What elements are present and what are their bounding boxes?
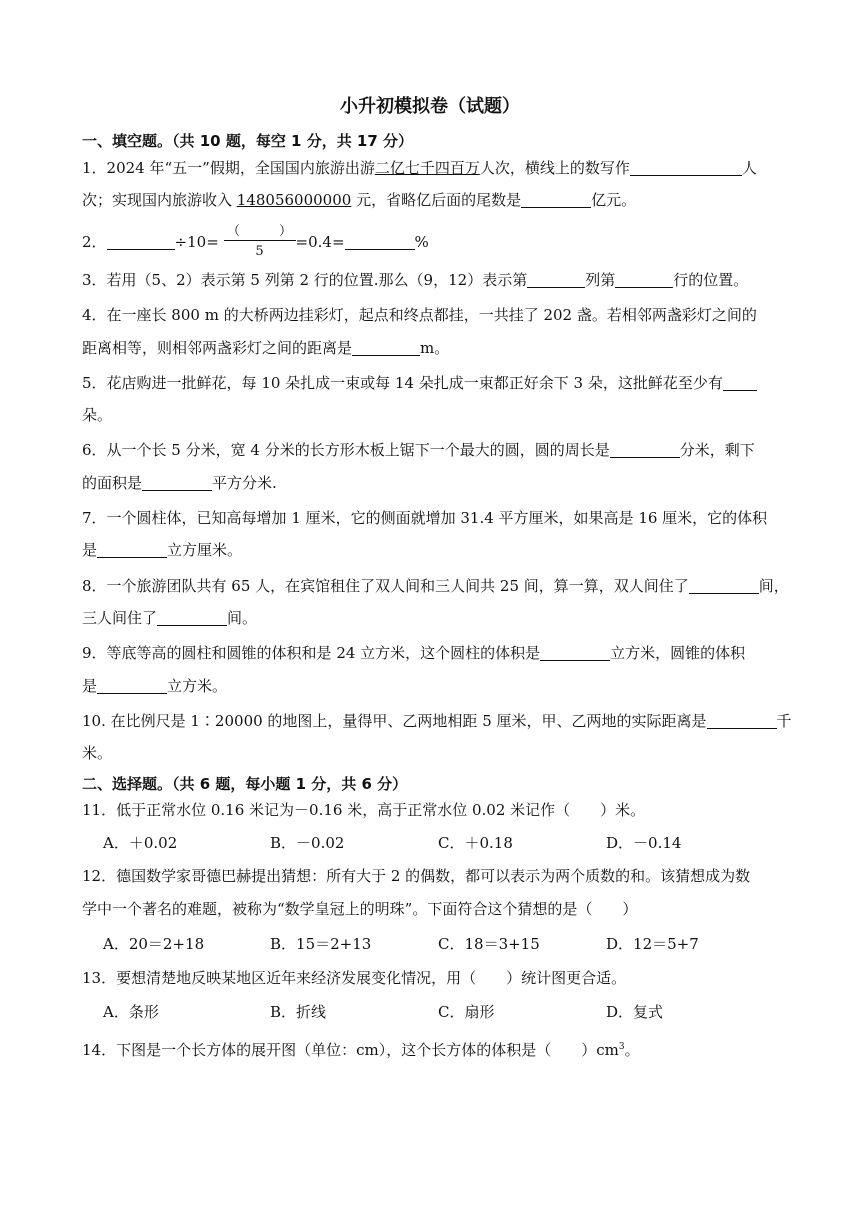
question-12-stem-line-2: 学中一个著名的难题，被称为“数学皇冠上的明珠”。下面符合这个猜想的是（ ）	[82, 900, 638, 918]
question-8-line-2: 三人间住了 间。	[82, 609, 258, 627]
fraction-denominator: 5	[255, 244, 264, 259]
answer-blank[interactable]	[107, 233, 175, 250]
answer-blank[interactable]	[97, 541, 167, 558]
answer-blank[interactable]	[689, 577, 759, 594]
question-10-line-1: 10. 在比例尺是 1∶20000 的地图上，量得甲、乙两地相距 5 厘米，甲、乙两地的实际距离是 千	[82, 712, 792, 730]
question-12-option-a[interactable]: A．20＝2+18	[103, 935, 205, 953]
answer-blank[interactable]	[707, 712, 777, 729]
fraction-numerator[interactable]: （ ）	[227, 224, 293, 239]
answer-blank[interactable]	[615, 271, 673, 288]
underlined-number: 148056000000	[236, 191, 352, 209]
question-13-option-c[interactable]: C．扇形	[438, 1003, 495, 1021]
question-12-option-b[interactable]: B．15＝2+13	[270, 935, 372, 953]
answer-blank[interactable]	[345, 233, 415, 250]
question-13-stem: 13．要想清楚地反映某地区近年来经济发展变化情况，用（ ）统计图更合适。	[82, 969, 627, 987]
question-13-option-b[interactable]: B．折线	[270, 1003, 327, 1021]
answer-blank[interactable]	[610, 441, 680, 458]
question-11-stem: 11．低于正常水位 0.16 米记为－0.16 米，高于正常水位 0.02 米记作（ ）米。	[82, 801, 646, 819]
section-heading-fill: 一、填空题。（共 10 题，每空 1 分，共 17 分）	[82, 132, 414, 150]
question-6-line-1: 6．从一个长 5 分米，宽 4 分米的长方形木板上锯下一个最大的圆，圆的周长是 分米，剩下	[82, 441, 755, 459]
question-12-stem-line-1: 12．德国数学家哥德巴赫提出猜想：所有大于 2 的偶数，都可以表示为两个质数的和。该猜想成为数	[82, 867, 751, 885]
question-8-line-1: 8．一个旅游团队共有 65 人，在宾馆租住了双人间和三人间共 25 间，算一算，双人间住了 间，	[82, 577, 789, 595]
question-13-option-d[interactable]: D．复式	[606, 1003, 664, 1021]
question-4-line-1: 4．在一座长 800 m 的大桥两边挂彩灯，起点和终点都挂，一共挂了 202 盏。若相邻两盏彩灯之间的	[82, 306, 757, 324]
question-4-line-2: 距离相等，则相邻两盏彩灯之间的距离是 m。	[82, 339, 450, 357]
section-heading-choice: 二、选择题。（共 6 题，每小题 1 分，共 6 分）	[82, 775, 408, 793]
question-7-line-1: 7．一个圆柱体，已知高每增加 1 厘米，它的侧面就增加 31.4 平方厘米，如果高是 16 厘米，它的体积	[82, 509, 768, 527]
question-12-option-d[interactable]: D．12＝5+7	[606, 935, 699, 953]
fraction-bar	[224, 240, 296, 241]
answer-blank[interactable]	[97, 677, 167, 694]
question-9-line-2: 是 立方米。	[82, 677, 228, 695]
question-5-line-2: 朵。	[82, 406, 113, 424]
question-5-line-1: 5．花店购进一批鲜花，每 10 朵扎成一束或每 14 朵扎成一束都正好余下 3 朵，这批鲜花至少有	[82, 373, 757, 393]
answer-blank[interactable]	[527, 271, 585, 288]
question-1-line-1: 1．2024 年“五一”假期，全国国内旅游出游二亿七千四百万人次，横线上的数写作 人	[82, 159, 757, 177]
question-6-line-2: 的面积是 平方分米.	[82, 474, 277, 492]
question-11-option-a[interactable]: A．＋0.02	[103, 834, 178, 852]
answer-blank[interactable]	[540, 644, 610, 661]
fraction	[224, 224, 296, 259]
question-10-line-2: 米。	[82, 744, 113, 762]
page-title: 小升初模拟卷（试题）	[340, 96, 520, 117]
question-2: 2． ÷10= $\frac{( )}{5}$ =0.4= %	[82, 232, 429, 252]
question-7-line-2: 是 立方厘米。	[82, 541, 243, 559]
answer-blank[interactable]	[521, 191, 591, 208]
question-11-option-d[interactable]: D．－0.14	[606, 834, 682, 852]
question-1-line-2: 次；实现国内旅游收入 148056000000 元，省略亿后面的尾数是 亿元。	[82, 191, 637, 209]
answer-blank[interactable]	[352, 339, 420, 356]
answer-blank[interactable]	[630, 159, 742, 176]
question-3: 3．若用（5、2）表示第 5 列第 2 行的位置.那么（9，12）表示第 列第 行的位置。	[82, 271, 749, 289]
answer-blank[interactable]	[723, 374, 757, 391]
question-9-line-1: 9．等底等高的圆柱和圆锥的体积和是 24 立方米，这个圆柱的体积是 立方米，圆锥的体积	[82, 644, 746, 662]
question-12-option-c[interactable]: C．18＝3+15	[438, 935, 540, 953]
answer-blank[interactable]	[157, 609, 227, 626]
superscript-exponent: 3	[618, 1042, 625, 1052]
question-11-option-b[interactable]: B．－0.02	[270, 834, 345, 852]
answer-blank[interactable]	[142, 474, 212, 491]
underlined-number-words: 二亿七千四百万	[374, 159, 480, 177]
question-14-stem: 14．下图是一个长方体的展开图（单位：cm），这个长方体的体积是（ ）$cm^3$。	[82, 1041, 640, 1059]
question-11-option-c[interactable]: C．＋0.18	[438, 834, 513, 852]
question-13-option-a[interactable]: A．条形	[103, 1003, 159, 1021]
